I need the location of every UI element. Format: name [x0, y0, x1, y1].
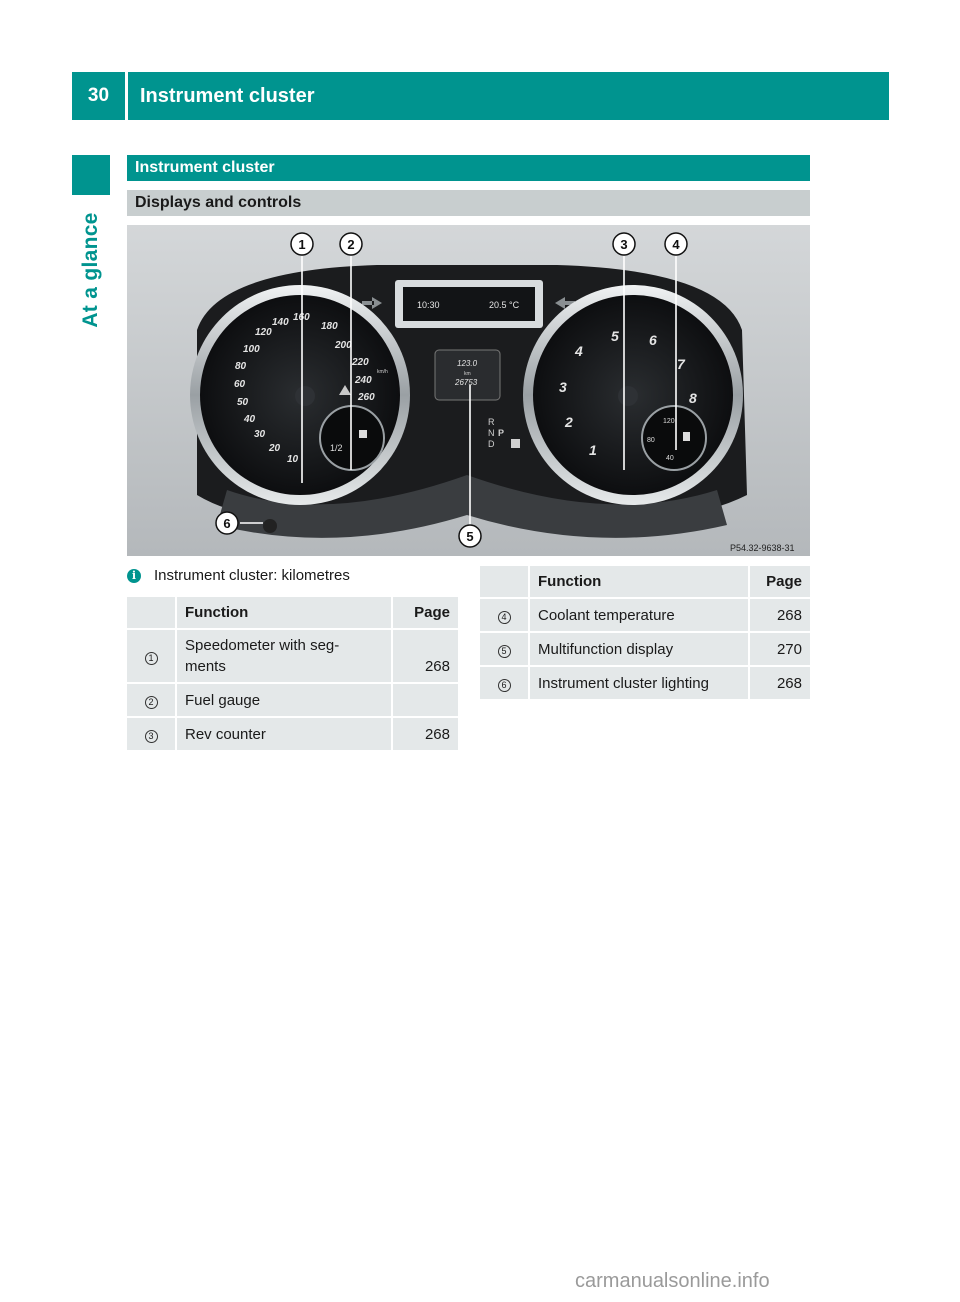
row-function: Rev counter: [177, 718, 393, 752]
callout-3: 3: [620, 237, 628, 252]
rev-label-3: 3: [559, 379, 567, 395]
coolant-label-40: 40: [666, 455, 674, 462]
watermark: carmanualsonline.info: [575, 1270, 770, 1292]
coolant-icon: [683, 432, 690, 441]
rev-label-4: 4: [575, 343, 583, 359]
coolant-label-120: 120: [663, 418, 675, 425]
speed-label-260: 260: [358, 392, 375, 403]
table-row: [127, 718, 458, 752]
row-function: Speedometer with seg-: [185, 637, 340, 654]
table-header-row: [480, 566, 810, 599]
row-page: 270: [750, 633, 810, 667]
fuel-label: 1/2: [330, 443, 343, 453]
speed-label-20: 20: [269, 443, 281, 454]
instrument-cluster-illustration: [127, 225, 810, 556]
table-header-num: [127, 597, 177, 630]
rev-label-7: 7: [677, 356, 685, 372]
callout-2: 2: [347, 237, 355, 252]
speed-label-60: 60: [234, 379, 246, 390]
rev-label-1: 1: [589, 442, 597, 458]
rev-label-6: 6: [649, 332, 657, 348]
side-tab-label: At a glance: [79, 212, 102, 328]
row-number: 4: [498, 611, 511, 624]
table-row: [127, 684, 458, 718]
rev-label-8: 8: [689, 390, 697, 406]
callout-1: 1: [298, 237, 306, 252]
row-number: 5: [498, 645, 511, 658]
gear-p: P: [498, 428, 505, 438]
speed-label-40: 40: [244, 414, 256, 425]
row-function-cont: ments: [185, 658, 226, 675]
gear-n: N: [488, 428, 495, 438]
table-header-num: [480, 566, 530, 599]
table-header-page: Page: [750, 566, 810, 599]
display-odometer: 26753: [455, 378, 478, 387]
speed-label-140: 140: [272, 317, 289, 328]
coolant-label-80: 80: [647, 437, 655, 444]
gear-d: D: [488, 439, 495, 449]
speed-label-30: 30: [254, 429, 266, 440]
row-function: Coolant temperature: [530, 599, 750, 633]
table-header-page: Page: [393, 597, 458, 630]
row-page: 268: [750, 667, 810, 701]
row-page: 268: [750, 599, 810, 633]
function-table-left: [127, 597, 458, 752]
callout-4: 4: [672, 237, 680, 252]
fuel-pump-icon: [359, 430, 367, 438]
table-header-row: [127, 597, 458, 630]
table-row: [480, 633, 810, 667]
rev-label-2: 2: [565, 414, 573, 430]
function-table-right: [480, 566, 810, 701]
table-header-function: Function: [530, 566, 750, 599]
table-header-function: Function: [177, 597, 393, 630]
s-mode-icon: [511, 439, 520, 448]
page-number: 30: [87, 85, 110, 106]
rev-label-5: 5: [611, 328, 619, 344]
subsection-title: Displays and controls: [127, 190, 810, 216]
table-row: [127, 630, 458, 684]
display-unit: km: [464, 371, 471, 377]
side-tab-block: [72, 155, 110, 195]
row-function: Instrument cluster lighting: [530, 667, 750, 701]
callout-6: 6: [223, 516, 231, 531]
row-number: 1: [145, 652, 158, 665]
header-divider: [125, 72, 128, 120]
page-title: Instrument cluster: [140, 84, 315, 107]
row-page: [393, 684, 458, 718]
speed-label-100: 100: [243, 344, 260, 355]
speed-label-160: 160: [293, 312, 310, 323]
table-row: [480, 599, 810, 633]
speed-label-50: 50: [237, 397, 249, 408]
speed-label-200: 200: [335, 340, 352, 351]
speed-label-80: 80: [235, 361, 247, 372]
section-title: Instrument cluster: [127, 155, 810, 181]
speed-label-220: 220: [352, 357, 369, 368]
speed-unit: km/h: [377, 369, 388, 375]
speed-label-10: 10: [287, 454, 299, 465]
display-temp: 20.5 °C: [489, 300, 520, 310]
row-number: 6: [498, 679, 511, 692]
row-function: Fuel gauge: [177, 684, 393, 718]
instrument-cluster-figure: [127, 225, 810, 556]
info-note: [127, 567, 350, 584]
table-row: [480, 667, 810, 701]
gear-r: R: [488, 417, 495, 427]
info-icon: i: [127, 569, 141, 583]
row-number: 3: [145, 730, 158, 743]
row-function: Multifunction display: [530, 633, 750, 667]
speed-label-240: 240: [355, 375, 372, 386]
callout-5: 5: [466, 529, 474, 544]
row-number: 2: [145, 696, 158, 709]
row-page: 268: [393, 630, 458, 684]
image-reference: P54.32-9638-31: [730, 543, 795, 553]
speed-label-180: 180: [321, 321, 338, 332]
speed-label-120: 120: [255, 327, 272, 338]
display-time: 10:30: [417, 300, 440, 310]
row-page: 268: [393, 718, 458, 752]
display-trip: 123.0: [457, 359, 478, 368]
info-note-text: Instrument cluster: kilometres: [154, 567, 350, 584]
